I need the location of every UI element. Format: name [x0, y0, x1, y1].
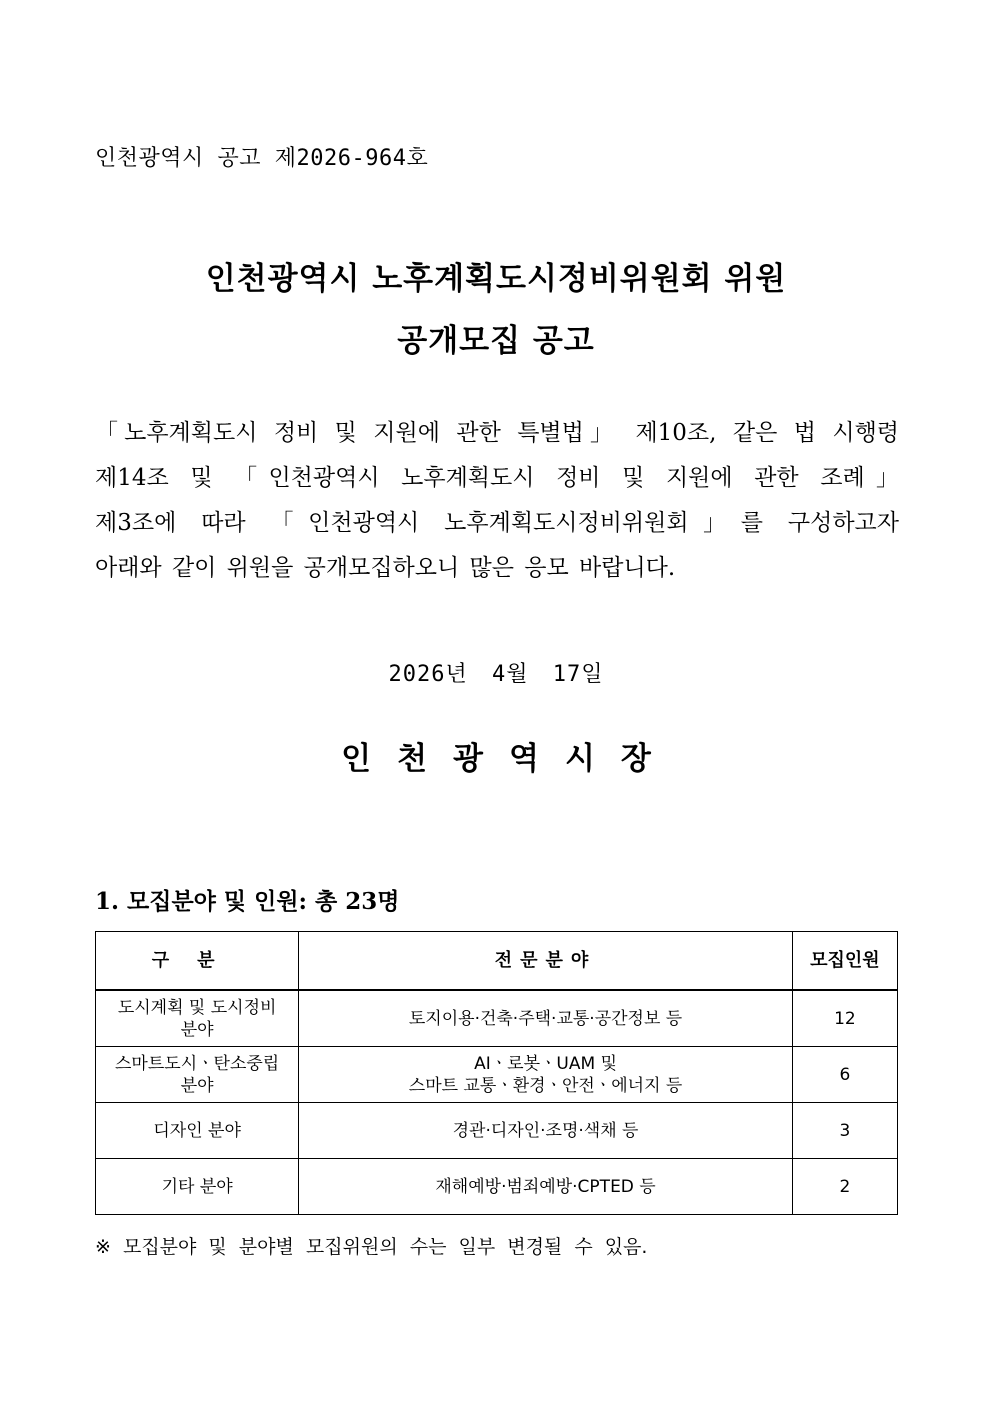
intro-paragraph: [95, 411, 899, 591]
table-footnote: ※ 모집분야 및 분야별 모집위원의 수는 일부 변경될 수 있음.: [95, 1236, 648, 1258]
issuer-name: 인천광역시장: [341, 741, 677, 777]
specialty-text: 토지이용·건축·주택·교통·공간정보 등: [408, 1008, 683, 1029]
category-text: 분야: [180, 1019, 214, 1040]
intro-line: 아래와 같이 위원을 공개모집하오니 많은 응모 바랍니다.: [95, 555, 676, 581]
table-row: [96, 1103, 898, 1159]
category-cell: [96, 1103, 299, 1159]
table-row: [96, 990, 898, 1047]
header-count-label: 모집인원: [810, 949, 880, 971]
header-category-label: 구분: [151, 949, 243, 971]
category-text: 분야: [180, 1075, 214, 1096]
notice-date: 2026년 4월 17일: [388, 662, 604, 687]
category-cell: [96, 1159, 299, 1215]
specialty-cell: [299, 1159, 793, 1215]
count-cell: 12: [792, 990, 897, 1047]
specialty-text: AIㆍ로봇ㆍUAM 및: [474, 1053, 617, 1074]
category-cell: [96, 990, 299, 1047]
specialty-text: 재해예방·범죄예방·CPTED 등: [435, 1176, 656, 1197]
header-specialty: [299, 932, 793, 991]
specialty-cell: [299, 1103, 793, 1159]
table-row: [96, 1047, 898, 1103]
document-title-line-1: 인천광역시 노후계획도시정비위원회 위원: [205, 261, 787, 297]
count-cell: 6: [792, 1047, 897, 1103]
specialty-cell: [299, 990, 793, 1047]
category-cell: [96, 1047, 299, 1103]
intro-line: 「노후계획도시 정비 및 지원에 관한 특별법」 제10조, 같은 법 시행령: [95, 420, 899, 446]
category-text: 도시계획 및 도시정비: [117, 997, 277, 1018]
table-header-row: [96, 932, 898, 991]
count-cell: 3: [792, 1103, 897, 1159]
intro-line: 제3조에 따라 「인천광역시 노후계획도시정비위원회」를 구성하고자: [95, 510, 899, 536]
notice-number: 인천광역시 공고 제2026-964호: [95, 146, 429, 171]
header-category: [96, 932, 299, 991]
category-text: 디자인 분야: [153, 1120, 241, 1141]
specialty-text: 스마트 교통ㆍ환경ㆍ안전ㆍ에너지 등: [408, 1075, 683, 1096]
table-row: [96, 1159, 898, 1215]
intro-line: 제14조 및 「인천광역시 노후계획도시 정비 및 지원에 관한 조례」: [95, 465, 899, 491]
specialty-text: 경관·디자인·조명·색채 등: [452, 1120, 639, 1141]
count-cell: 2: [792, 1159, 897, 1215]
document-title-line-2: 공개모집 공고: [397, 323, 595, 359]
specialty-cell: [299, 1047, 793, 1103]
recruitment-table: [95, 931, 898, 1215]
section-1-heading: 1. 모집분야 및 인원: 총 23명: [95, 888, 400, 915]
header-count: [792, 932, 897, 991]
header-specialty-label: 전문분야: [494, 949, 597, 971]
category-text: 기타 분야: [161, 1176, 233, 1197]
category-text: 스마트도시ㆍ탄소중립: [115, 1053, 280, 1074]
